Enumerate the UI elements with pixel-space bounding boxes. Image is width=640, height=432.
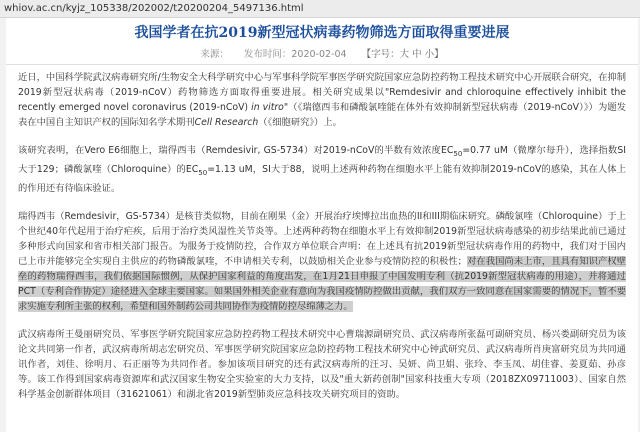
publish-label: 发布时间： [243,49,292,60]
paragraph-1: 近日，中国科学院武汉病毒研究所/生物安全大科学研究中心与军事科学院军事医学研究院国家应急防控药物工程技术研究中心开展联合研究，在抑制2019新型冠状病毒（2019-nCoV）药物筛选方面取得重要进展。相关研究成果以"Remdesivir and chloroquine effectively inhibit the recently emerged novel coronavirus (2019-nCoV) in vitro"（《瑞德西韦和磷酸氯喹能在体外有效抑制新型冠状病毒（2019-nCoV）》）为题发表在中国自主知识产权的国际知名学术期刊Cell Research（《细胞研究》）上。 [18,72,627,128]
address-bar[interactable] [0,0,640,18]
publish-date: 2020-02-04 [291,49,347,60]
publish-time [244,49,347,60]
url-text: whiov.ac.cn/kyjz_105338/202002/t20200204_5497136.html [4,3,304,14]
article-body [18,70,626,415]
source-label: 来源： [200,49,229,60]
paragraph-2: 该研究表明，在Vero E6细胞上，瑞得西韦（Remdesivir, GS-5734）对2019-nCoV的半数有效浓度$EC_{50}=0.77$ uM（微摩尔每升），选择指数SI大于129；磷酸氯喹（Chloroquine）的$EC_{50}=1.13$ uM，SI大于88，说明上述两种药物在细胞水平上能有效抑制2019-nCoV的感染，其在人体上的作用还有待临床验证。 [18,145,626,194]
article-title: 我国学者在抗2019新型冠状病毒药物筛选方面取得重要进展 [134,25,510,41]
highlighted-text-selection[interactable]: 对在我国尚未上市，且具有知识产权壁垒的药物瑞得西韦，我们依据国际惯例，从保护国家利益的角度出发，在1月21日申报了中国发明专利（抗2019新型冠状病毒的用途），并将通过PCT（专利合作协定）途径进入全球主要国家。如果国外相关企业有意向为我国疫情防控做出贡献，我们双方一致同意在国家需要的情况下，暂不要求实施专利所主张的权利，希望和国外制药公司共同协作为疫情防控尽绵薄之力。 [18,255,626,312]
paragraph-4: 武汉病毒所王曼丽研究员、军事医学研究院国家应急防控药物工程技术研究中心曹瑞源副研究员、武汉病毒所张磊可副研究员、杨兴娄副研究员为该论文共同第一作者，武汉病毒所胡志宏研究员、军事医学研究院国家应急防控药物工程技术研究中心钟武研究员、武汉病毒所肖庚富研究员为共同通讯作者，刘佳、徐明月、石正丽等为共同作者。参加该项目研究的还有武汉病毒所的汪习、吴妍、尚卫娟、张玲、李玉凤、胡佳睿、姜夏茹、孙彦等。该工作得到国家病毒资源库和武汉国家生物安全实验室的大力支持，以及"重大新药创制"国家科技重大专项（2018ZX09711003）、国家自然科学基金创新群体项目（31621061）和湖北省2019新型肺炎应急科技攻关研究项目的资助。 [18,328,626,400]
paragraph-3: 瑞得西韦（Remdesivir，GS-5734）是核苷类似物，目前在刚果（金）开展治疗埃博拉出血热的II和III期临床研究。磷酸氯喹（Chloroquine）于上个世纪40年代起用于治疗疟疾，后用于治疗类风湿性关节炎等。上述两种药物在细胞水平上有效抑制2019新型冠状病毒感染的初步结果此前已通过多种形式向国家和省市相关部门报告。为服务于疫情防控，合作双方单位联合声明：在上述具有抗2019新型冠状病毒作用的药物中，我们对于国内已上市并能够完全实现自主供应的药物磷酸氯喹，不申请相关专利，以鼓励相关企业参与疫情防控的积极性；对在我国尚未上市，且具有知识产权壁垒的药物瑞得西韦，我们依据国际惯例，从保护国家利益的角度出发，在1月21日申报了中国发明专利（抗2019新型冠状病毒的用途），并将通过PCT（专利合作协定）途径进入全球主要国家。如果国外相关企业有意向为我国疫情防控做出贡献，我们双方一致同意在国家需要的情况下，暂不要求实施专利所主张的权利，希望和国外制药公司共同协作为疫情防控尽绵薄之力。 [18,210,626,312]
article-meta [6,46,638,65]
font-size-switch[interactable]: 【字号：大 中 小】 [361,49,444,60]
article-page [6,18,638,432]
